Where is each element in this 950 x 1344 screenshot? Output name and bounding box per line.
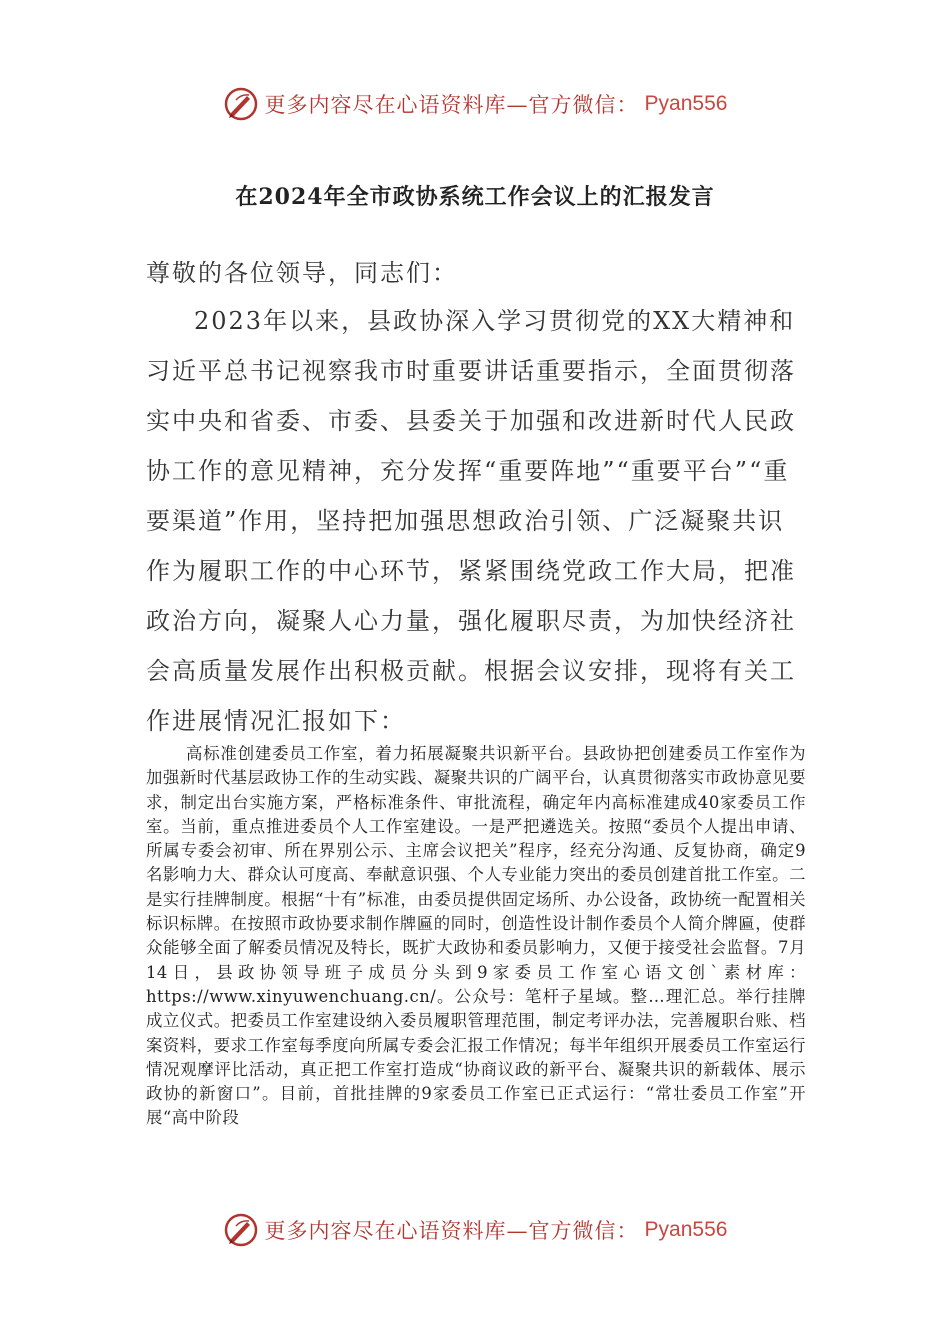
footer-banner — [0, 1208, 950, 1252]
body-paragraph-text: 高标准创建委员工作室，着力拓展凝聚共识新平台。县政协把创建委员工作室作为加强新时代基层政协工作的生动实践、凝聚共识的广阔平台，认真贯彻落实市政协意见要求，制定出台实施方案，严格标准条件、审批流程，确定年内高标准建成40家委员工作室。当前，重点推进委员个人工作室建设。一是严把遴选关。按照“委员个人提出申请、所属专委会初审、所在界别公示、主席会议把关”程序，经充分沟通、反复协商，确定9名影响力大、群众认可度高、奉献意识强、个人专业能力突出的委员创建首批工作室。二是实行挂牌制度。根据“十有”标准，由委员提供固定场所、办公设备，政协统一配置相关标识标牌。在按照市政协要求制作牌匾的同时，创造性设计制作委员个人简介牌匾，使群众能够全面了解委员情况及特长，既扩大政协和委员影响力，又便于接受社会监督。7月14日，县政协领导班子成员分头到9家委员工作室心语文创`素材库：https://www.xinyuwenchuang.cn/。公众号：笔杆子星域。整…理汇总。举行挂牌成立仪式。把委员工作室建设纳入委员履职管理范围，制定考评办法，完善履职台账、档案资料，要求工作室每季度向所属专委会汇报工作情况；每半年组织开展委员工作室运行情况观摩评比活动，真正把工作室打造成“协商议政的新平台、凝聚共识的新载体、展示政协的新窗口”。目前，首批挂牌的9家委员工作室已正式运行：“常壮委员工作室”开展“高中阶段 — [146, 744, 806, 1128]
banner-wechat-id: Pyan556 — [644, 1218, 728, 1241]
intro-paragraph — [146, 296, 806, 746]
banner-text: 更多内容尽在心语资料库—官方微信： — [264, 1219, 639, 1243]
banner-text: 更多内容尽在心语资料库—官方微信： — [264, 93, 639, 117]
pen-logo-icon — [223, 1212, 259, 1248]
pen-logo-icon — [223, 86, 259, 122]
body-paragraph — [146, 742, 806, 1131]
salutation: 尊敬的各位领导，同志们： — [146, 259, 458, 287]
banner-wechat-id: Pyan556 — [644, 92, 728, 115]
header-banner — [0, 82, 950, 126]
intro-paragraph-text: 2023年以来，县政协深入学习贯彻党的XX大精神和习近平总书记视察我市时重要讲话重要指示，全面贯彻落实中央和省委、市委、县委关于加强和改进新时代人民政协工作的意见精神，充分发挥“重要阵地”“重要平台”“重要渠道”作用，坚持把加强思想政治引领、广泛凝聚共识作为履职工作的中心环节，紧紧围绕党政工作大局，把准政治方向，凝聚人心力量，强化履职尽责，为加快经济社会高质量发展作出积极贡献。根据会议安排，现将有关工作进展情况汇报如下： — [146, 307, 796, 735]
document-title: 在2024年全市政协系统工作会议上的汇报发言 — [235, 184, 715, 210]
